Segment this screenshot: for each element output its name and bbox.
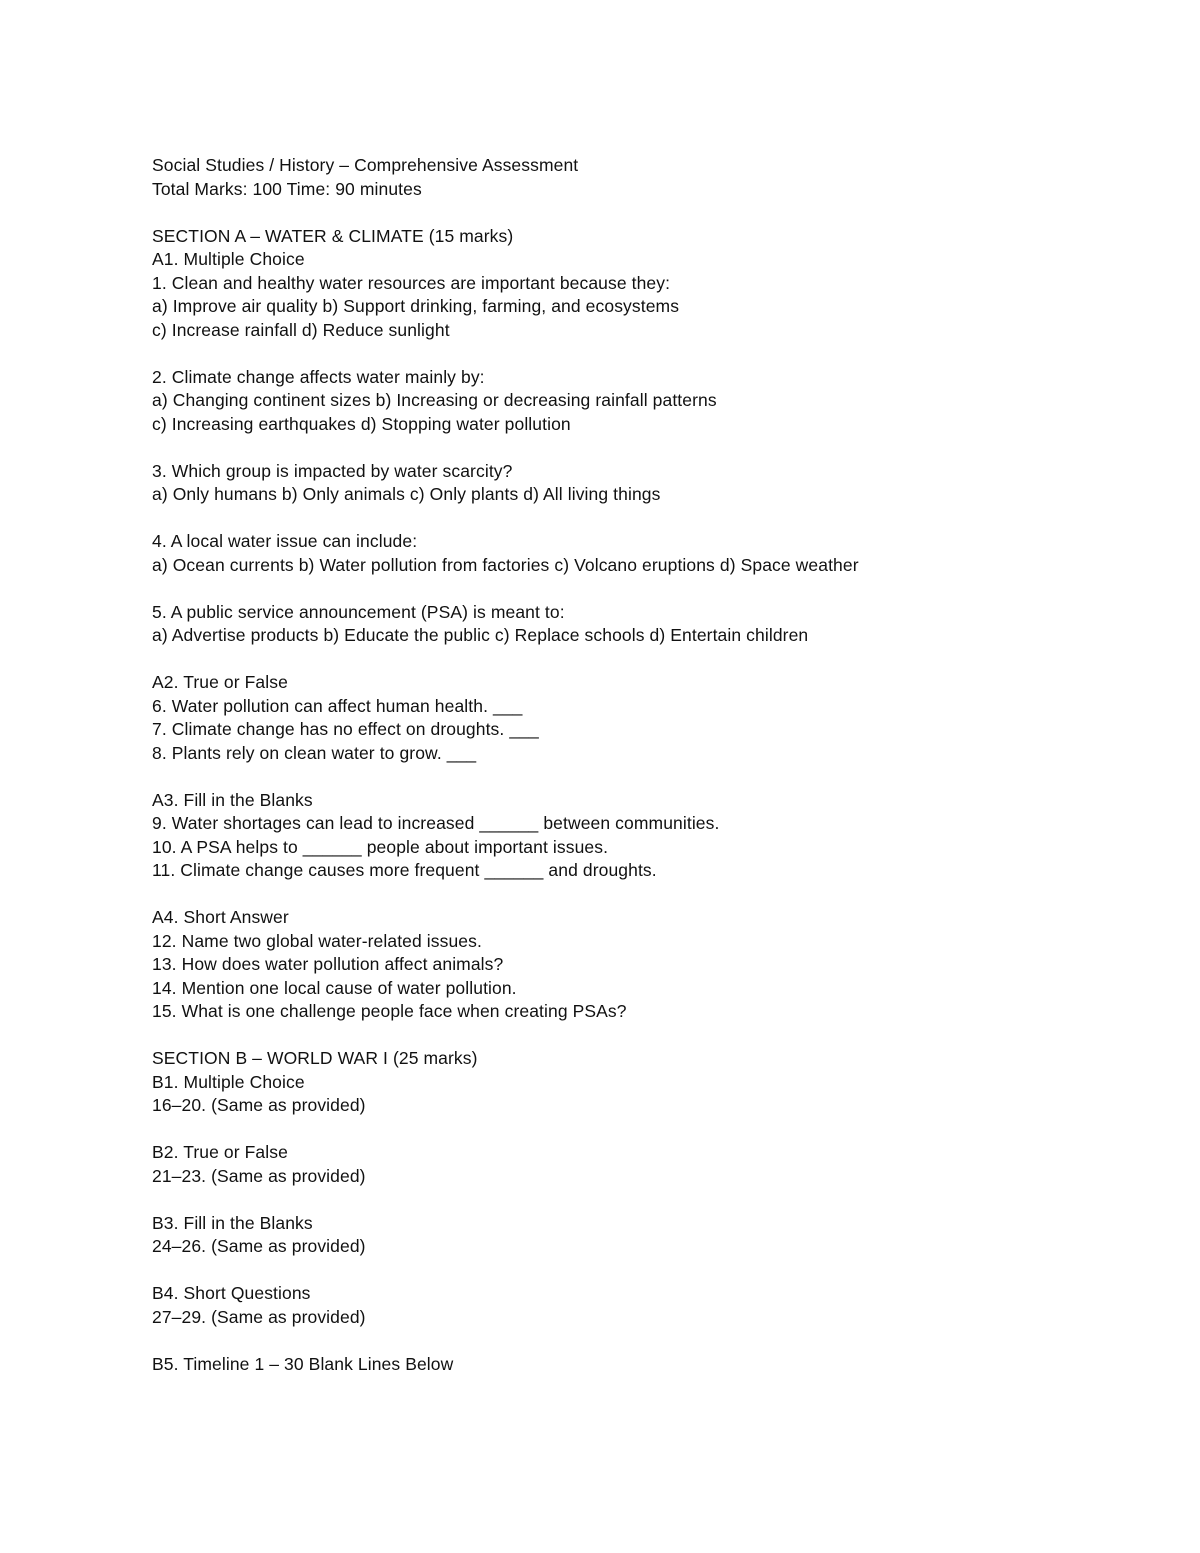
spacer [152,883,1152,907]
question-1-options: a) Improve air quality b) Support drinking, farming, and ecosystems [152,296,680,316]
document-title: Social Studies / History – Comprehensive Assessment [152,155,579,175]
spacer [152,1259,1152,1283]
question-12: 12. Name two global water-related issues. [152,930,482,951]
spacer [152,507,1152,531]
spacer [152,648,1152,672]
a3-heading: A3. Fill in the Blanks [152,789,313,810]
question-7: 7. Climate change has no effect on droughts. ___ [152,719,539,739]
b2-heading: B2. True or False [152,1142,288,1162]
question-3: 3. Which group is impacted by water scarcity? [152,460,513,481]
question-10: 10. A PSA helps to ______ people about important issues. [152,836,609,857]
question-4-options: a) Ocean currents b) Water pollution from factories c) Volcano eruptions d) Space weather [152,554,859,575]
a1-heading: A1. Multiple Choice [152,249,305,269]
spacer [152,342,1152,366]
b4-range: 27–29. (Same as provided) [152,1306,366,1327]
section-b [152,1047,1152,1376]
question-2-options: a) Changing continent sizes b) Increasing or decreasing rainfall patterns [152,390,717,410]
a4-block [152,906,1152,1047]
assessment-document [152,154,1152,1376]
a3-block [152,789,1152,907]
spacer [152,1329,1152,1353]
a2-block [152,671,1152,789]
question-5: 5. A public service announcement (PSA) is meant to: [152,601,565,622]
question-13: 13. How does water pollution affect animals? [152,954,504,974]
spacer [152,1118,1152,1142]
question-5-options: a) Advertise products b) Educate the public c) Replace schools d) Entertain children [152,625,809,645]
question-6: 6. Water pollution can affect human health. ___ [152,695,523,716]
b3-range: 24–26. (Same as provided) [152,1236,366,1256]
b5-heading: B5. Timeline 1 – 30 Blank Lines Below [152,1353,454,1374]
a4-heading: A4. Short Answer [152,907,289,927]
spacer [152,765,1152,789]
question-14: 14. Mention one local cause of water pollution. [152,977,517,998]
section-a-heading: SECTION A – WATER & CLIMATE (15 marks) [152,225,514,246]
document-meta: Total Marks: 100 Time: 90 minutes [152,178,422,199]
b2-range: 21–23. (Same as provided) [152,1165,366,1186]
question-1: 1. Clean and healthy water resources are important because they: [152,272,671,293]
question-15: 15. What is one challenge people face when creating PSAs? [152,1001,627,1021]
question-2-options: c) Increasing earthquakes d) Stopping water pollution [152,413,571,434]
spacer [152,577,1152,601]
question-4: 4. A local water issue can include: [152,531,418,551]
b3-heading: B3. Fill in the Blanks [152,1212,313,1233]
b1-heading: B1. Multiple Choice [152,1071,305,1092]
spacer [152,1188,1152,1212]
spacer [152,436,1152,460]
b4-heading: B4. Short Questions [152,1283,311,1303]
question-11: 11. Climate change causes more frequent ______ and droughts. [152,860,657,880]
spacer [152,201,1152,225]
section-b-heading: SECTION B – WORLD WAR I (25 marks) [152,1048,478,1068]
question-9: 9. Water shortages can lead to increased ______ between communities. [152,813,720,833]
b1-range: 16–20. (Same as provided) [152,1095,366,1115]
spacer [152,1024,1152,1048]
section-a [152,225,1152,1048]
question-3-options: a) Only humans b) Only animals c) Only plants d) All living things [152,484,661,504]
a2-heading: A2. True or False [152,672,288,692]
question-1-options: c) Increase rainfall d) Reduce sunlight [152,319,450,340]
question-8: 8. Plants rely on clean water to grow. ___ [152,742,477,763]
a1-block [152,248,1152,671]
question-2: 2. Climate change affects water mainly by: [152,366,485,387]
